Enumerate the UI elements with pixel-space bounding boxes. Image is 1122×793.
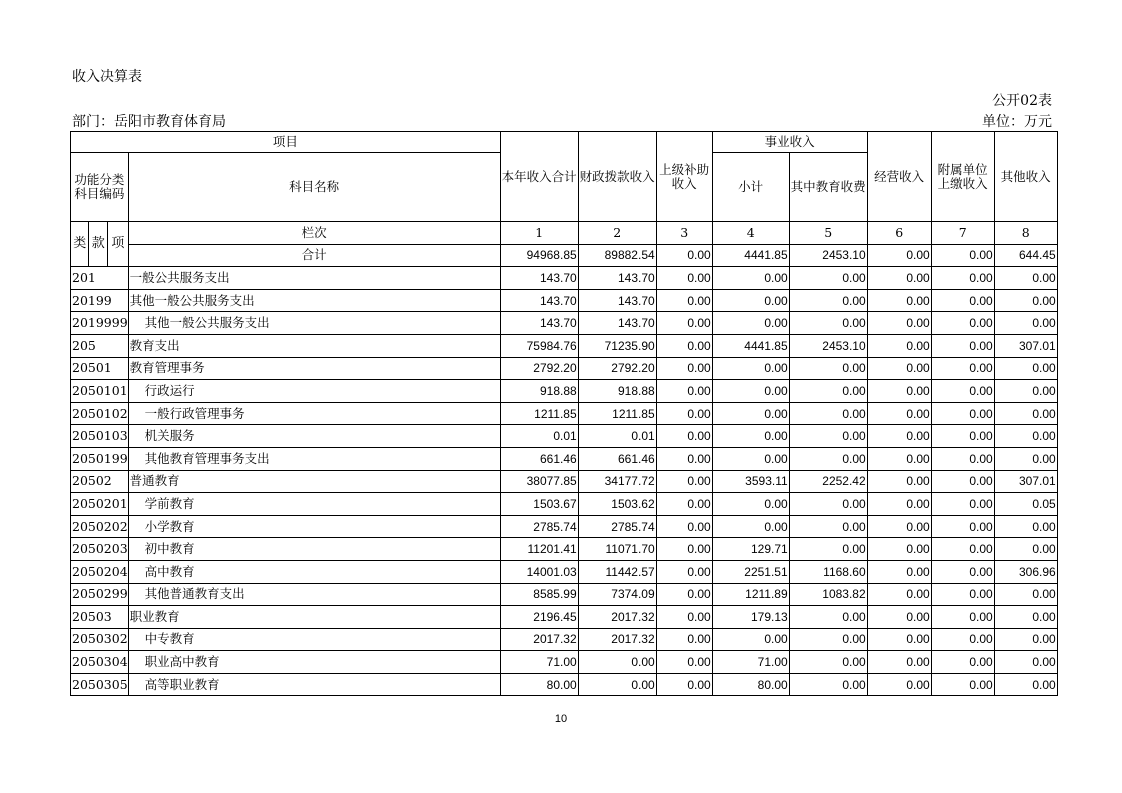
row-value: 0.00 [931, 402, 994, 425]
table-row [71, 312, 1058, 335]
table-row [71, 538, 1058, 561]
row-value: 80.00 [500, 673, 578, 696]
row-value: 80.00 [712, 673, 789, 696]
row-value: 2017.32 [578, 628, 656, 651]
row-value: 7374.09 [578, 583, 656, 606]
row-value: 14001.03 [500, 560, 578, 583]
row-value: 34177.72 [578, 470, 656, 493]
row-value: 918.88 [578, 380, 656, 403]
row-code: 2050102 [71, 402, 129, 425]
row-value: 0.00 [867, 334, 931, 357]
row-value: 0.05 [994, 493, 1057, 516]
row-name: 教育支出 [128, 334, 500, 357]
row-value: 3593.11 [712, 470, 789, 493]
header-lei: 类 [71, 222, 89, 267]
total-value: 644.45 [994, 244, 1057, 267]
row-value: 0.00 [656, 628, 712, 651]
total-label: 合计 [128, 244, 500, 267]
row-name: 职业教育 [128, 606, 500, 629]
row-value: 0.00 [931, 560, 994, 583]
table-row [71, 515, 1058, 538]
row-name: 其他普通教育支出 [128, 583, 500, 606]
row-value: 0.00 [712, 628, 789, 651]
row-name: 中专教育 [128, 628, 500, 651]
total-value: 4441.85 [712, 244, 789, 267]
total-value: 2453.10 [789, 244, 867, 267]
row-value: 0.00 [867, 628, 931, 651]
row-value: 0.00 [931, 289, 994, 312]
row-value: 0.00 [712, 402, 789, 425]
row-name: 普通教育 [128, 470, 500, 493]
table-row [71, 267, 1058, 290]
row-value: 8585.99 [500, 583, 578, 606]
table-row [71, 470, 1058, 493]
row-value: 0.00 [789, 289, 867, 312]
row-value: 1211.85 [500, 402, 578, 425]
table-row [71, 628, 1058, 651]
col-number: 5 [789, 222, 867, 245]
row-value: 0.00 [994, 673, 1057, 696]
row-value: 0.00 [789, 673, 867, 696]
department-label: 部门：岳阳市教育体育局 [72, 114, 226, 130]
row-value: 0.00 [931, 515, 994, 538]
unit-label: 单位：万元 [982, 114, 1052, 130]
row-value: 0.00 [867, 583, 931, 606]
table-row [71, 673, 1058, 696]
row-code: 2050201 [71, 493, 129, 516]
col-number: 2 [578, 222, 656, 245]
row-value: 0.00 [867, 357, 931, 380]
table-row [71, 357, 1058, 380]
row-value: 661.46 [500, 447, 578, 470]
row-value: 11071.70 [578, 538, 656, 561]
header-other: 其他收入 [994, 132, 1057, 222]
row-value: 0.00 [994, 515, 1057, 538]
row-code: 2019999 [71, 312, 129, 335]
row-value: 0.00 [994, 380, 1057, 403]
row-value: 0.00 [789, 380, 867, 403]
row-value: 0.00 [867, 606, 931, 629]
row-value: 38077.85 [500, 470, 578, 493]
row-code: 2050202 [71, 515, 129, 538]
row-value: 179.13 [712, 606, 789, 629]
row-code: 2050199 [71, 447, 129, 470]
col-number: 4 [712, 222, 789, 245]
row-name: 教育管理事务 [128, 357, 500, 380]
row-value: 0.00 [656, 493, 712, 516]
row-name: 机关服务 [128, 425, 500, 448]
row-value: 0.00 [656, 606, 712, 629]
row-value: 1083.82 [789, 583, 867, 606]
row-value: 0.00 [867, 312, 931, 335]
row-value: 0.00 [931, 425, 994, 448]
row-name: 一般公共服务支出 [128, 267, 500, 290]
row-code: 20502 [71, 470, 129, 493]
row-value: 0.00 [789, 651, 867, 674]
row-value: 1503.67 [500, 493, 578, 516]
row-value: 0.00 [712, 357, 789, 380]
header-kuan: 款 [89, 222, 107, 267]
row-code: 2050304 [71, 651, 129, 674]
row-value: 0.00 [931, 651, 994, 674]
row-value: 0.00 [931, 357, 994, 380]
col-number: 6 [867, 222, 931, 245]
row-value: 0.00 [867, 470, 931, 493]
total-value: 0.00 [867, 244, 931, 267]
row-name: 其他一般公共服务支出 [128, 312, 500, 335]
row-value: 0.00 [867, 560, 931, 583]
row-value: 0.00 [789, 402, 867, 425]
row-value: 0.00 [656, 312, 712, 335]
row-value: 0.00 [712, 312, 789, 335]
row-value: 0.00 [656, 470, 712, 493]
row-value: 2792.20 [578, 357, 656, 380]
row-value: 0.00 [931, 673, 994, 696]
row-value: 0.00 [656, 673, 712, 696]
row-value: 0.00 [867, 289, 931, 312]
row-value: 0.00 [789, 606, 867, 629]
row-value: 307.01 [994, 470, 1057, 493]
row-value: 0.00 [994, 425, 1057, 448]
row-value: 129.71 [712, 538, 789, 561]
row-value: 0.00 [867, 515, 931, 538]
row-value: 75984.76 [500, 334, 578, 357]
row-value: 0.00 [656, 447, 712, 470]
col-number: 8 [994, 222, 1057, 245]
row-value: 0.00 [656, 334, 712, 357]
row-name: 高中教育 [128, 560, 500, 583]
row-value: 0.00 [867, 673, 931, 696]
row-value: 2792.20 [500, 357, 578, 380]
row-value: 0.00 [712, 267, 789, 290]
row-name: 学前教育 [128, 493, 500, 516]
row-value: 918.88 [500, 380, 578, 403]
row-value: 2785.74 [500, 515, 578, 538]
row-value: 1503.62 [578, 493, 656, 516]
row-value: 0.00 [994, 606, 1057, 629]
row-value: 0.00 [789, 312, 867, 335]
row-value: 2453.10 [789, 334, 867, 357]
row-value: 0.00 [931, 628, 994, 651]
row-value: 0.00 [867, 267, 931, 290]
row-value: 0.00 [931, 267, 994, 290]
row-code: 2050305 [71, 673, 129, 696]
row-value: 0.00 [931, 447, 994, 470]
row-value: 0.00 [867, 402, 931, 425]
row-value: 2196.45 [500, 606, 578, 629]
row-value: 0.00 [656, 357, 712, 380]
row-value: 143.70 [578, 289, 656, 312]
row-value: 2251.51 [712, 560, 789, 583]
row-value: 0.00 [867, 651, 931, 674]
row-value: 0.00 [931, 334, 994, 357]
row-value: 0.00 [994, 651, 1057, 674]
row-value: 0.00 [931, 380, 994, 403]
col-number: 1 [500, 222, 578, 245]
row-name: 小学教育 [128, 515, 500, 538]
row-value: 0.00 [994, 447, 1057, 470]
row-name: 高等职业教育 [128, 673, 500, 696]
table-row [71, 447, 1058, 470]
table-row [71, 651, 1058, 674]
header-lanci: 栏次 [128, 222, 500, 245]
col-number: 7 [931, 222, 994, 245]
income-table [70, 131, 1058, 696]
row-value: 0.00 [867, 425, 931, 448]
row-value: 11201.41 [500, 538, 578, 561]
row-value: 0.00 [712, 493, 789, 516]
row-value: 0.00 [931, 606, 994, 629]
row-value: 0.00 [656, 402, 712, 425]
row-value: 306.96 [994, 560, 1057, 583]
row-value: 0.00 [867, 447, 931, 470]
row-value: 1211.89 [712, 583, 789, 606]
row-value: 0.00 [712, 380, 789, 403]
total-value: 94968.85 [500, 244, 578, 267]
row-value: 0.00 [656, 538, 712, 561]
document-title: 收入决算表 [72, 69, 142, 85]
row-value: 307.01 [994, 334, 1057, 357]
header-item: 项目 [71, 132, 501, 153]
row-code: 2050302 [71, 628, 129, 651]
row-value: 0.01 [578, 425, 656, 448]
row-value: 0.00 [867, 538, 931, 561]
row-value: 0.00 [789, 267, 867, 290]
row-code: 205 [71, 334, 129, 357]
table-row [71, 334, 1058, 357]
row-value: 0.00 [656, 425, 712, 448]
row-value: 0.00 [789, 447, 867, 470]
header-superior: 上级补助收入 [656, 132, 712, 222]
row-value: 0.00 [789, 493, 867, 516]
total-value: 89882.54 [578, 244, 656, 267]
row-value: 2017.32 [578, 606, 656, 629]
table-row [71, 380, 1058, 403]
header-fiscal: 财政拨款收入 [578, 132, 656, 222]
row-value: 0.00 [789, 515, 867, 538]
row-value: 143.70 [578, 267, 656, 290]
row-value: 0.00 [656, 515, 712, 538]
row-code: 2050203 [71, 538, 129, 561]
row-value: 143.70 [500, 312, 578, 335]
row-name: 行政运行 [128, 380, 500, 403]
row-value: 0.00 [994, 312, 1057, 335]
row-value: 0.00 [712, 425, 789, 448]
table-row [71, 289, 1058, 312]
row-value: 0.00 [867, 380, 931, 403]
row-value: 0.00 [712, 289, 789, 312]
row-value: 0.00 [931, 470, 994, 493]
row-code: 2050204 [71, 560, 129, 583]
table-row [71, 402, 1058, 425]
header-total-income: 本年收入合计 [500, 132, 578, 222]
row-value: 0.00 [931, 493, 994, 516]
row-value: 143.70 [500, 267, 578, 290]
total-value: 0.00 [931, 244, 994, 267]
table-row [71, 583, 1058, 606]
row-value: 71.00 [712, 651, 789, 674]
row-value: 2252.42 [789, 470, 867, 493]
row-value: 2017.32 [500, 628, 578, 651]
row-value: 0.00 [656, 583, 712, 606]
row-value: 0.00 [656, 289, 712, 312]
row-value: 0.00 [994, 583, 1057, 606]
total-value: 0.00 [656, 244, 712, 267]
row-value: 0.00 [931, 538, 994, 561]
header-career: 事业收入 [712, 132, 867, 153]
row-code: 20503 [71, 606, 129, 629]
row-value: 0.00 [867, 493, 931, 516]
row-value: 0.00 [994, 267, 1057, 290]
row-value: 0.00 [656, 380, 712, 403]
row-code: 20199 [71, 289, 129, 312]
header-operating: 经营收入 [867, 132, 931, 222]
header-affiliated: 附属单位上缴收入 [931, 132, 994, 222]
row-code: 2050299 [71, 583, 129, 606]
table-row [71, 425, 1058, 448]
page-number: 10 [554, 713, 568, 725]
row-value: 0.00 [931, 583, 994, 606]
row-name: 其他一般公共服务支出 [128, 289, 500, 312]
row-value: 0.00 [656, 651, 712, 674]
row-value: 0.00 [931, 312, 994, 335]
table-row [71, 493, 1058, 516]
row-value: 0.00 [789, 425, 867, 448]
row-value: 0.00 [656, 560, 712, 583]
row-value: 143.70 [500, 289, 578, 312]
row-code: 2050103 [71, 425, 129, 448]
header-subject-name: 科目名称 [128, 153, 500, 222]
row-value: 11442.57 [578, 560, 656, 583]
row-name: 其他教育管理事务支出 [128, 447, 500, 470]
row-value: 0.00 [789, 357, 867, 380]
row-value: 1168.60 [789, 560, 867, 583]
row-value: 0.00 [656, 267, 712, 290]
row-value: 661.46 [578, 447, 656, 470]
row-value: 143.70 [578, 312, 656, 335]
row-value: 0.00 [712, 447, 789, 470]
form-number: 公开02表 [992, 93, 1052, 109]
row-code: 201 [71, 267, 129, 290]
row-name: 职业高中教育 [128, 651, 500, 674]
row-value: 0.00 [994, 402, 1057, 425]
total-row [71, 244, 1058, 267]
row-value: 4441.85 [712, 334, 789, 357]
row-value: 0.01 [500, 425, 578, 448]
row-value: 0.00 [994, 538, 1057, 561]
header-xiang: 项 [107, 222, 128, 267]
row-value: 0.00 [994, 289, 1057, 312]
row-value: 0.00 [789, 628, 867, 651]
col-number: 3 [656, 222, 712, 245]
row-value: 71235.90 [578, 334, 656, 357]
table-row [71, 606, 1058, 629]
header-func-code: 功能分类科目编码 [71, 153, 129, 222]
row-code: 20501 [71, 357, 129, 380]
row-value: 71.00 [500, 651, 578, 674]
row-value: 0.00 [789, 538, 867, 561]
row-name: 一般行政管理事务 [128, 402, 500, 425]
row-value: 0.00 [994, 628, 1057, 651]
header-career-edu: 其中教育收费 [789, 153, 867, 222]
row-value: 1211.85 [578, 402, 656, 425]
row-value: 0.00 [578, 651, 656, 674]
row-value: 0.00 [712, 515, 789, 538]
row-value: 0.00 [578, 673, 656, 696]
row-value: 0.00 [994, 357, 1057, 380]
row-name: 初中教育 [128, 538, 500, 561]
row-value: 2785.74 [578, 515, 656, 538]
header-career-sub: 小计 [712, 153, 789, 222]
row-code: 2050101 [71, 380, 129, 403]
table-row [71, 560, 1058, 583]
